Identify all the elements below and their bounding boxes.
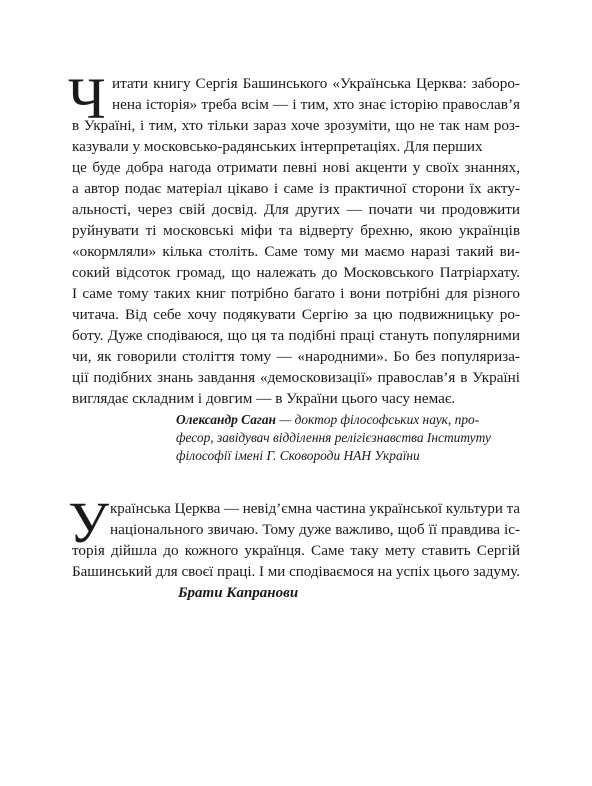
author-attribution-line-3: філософії імені Г. Сковороди НАН України (176, 448, 420, 463)
author-name: Олександр Саган (176, 412, 276, 427)
text-line: итати книгу Сергія Башинського «Українська Церква: заборо- (112, 75, 520, 92)
text-line: сокий відсоток громад, що належать до Московського Патріархату. (72, 264, 520, 281)
text-line: боту. Дуже сподіваюся, що ця та подібні праці стануть популярними (72, 327, 520, 344)
text-line: «окормляли» кілька століть. Саме тому ми маємо наразі такий ви- (72, 243, 520, 260)
text-line: країнська Церква — невід’ємна частина української культури та (110, 500, 520, 517)
text-line: торія дійшла до кожного українця. Саме таку мету ставить Сергій (72, 542, 520, 559)
text-line: чи, як говорили століття тому — «народними». Бо без популяриза- (72, 348, 520, 365)
drop-cap-che: Ч (68, 66, 106, 131)
text-line: Башинський для своєї праці. І ми сподіваємося на успіх цього задуму. (72, 563, 520, 580)
text-line: а автор подає матеріал цікаво і саме із практичної сторони їх акту- (72, 180, 520, 197)
author-title-part-1: — доктор філософських наук, про- (275, 412, 480, 427)
text-line: І саме тому таких книг потрібно багато і вони потрібні для різного (72, 285, 520, 302)
text-line: в Україні, і тим, хто тільки зараз хоче зрозуміти, що не так нам роз- (72, 117, 520, 134)
text-line: це буде добра нагода отримати певні нові акценти у своїх знаннях, (72, 159, 520, 176)
author-attribution-line-2: фесор, завідувач відділення релігієзнавства Інституту (176, 430, 491, 445)
text-line: читача. Від себе хочу подякувати Сергію за цю подвижницьку ро- (72, 306, 520, 323)
text-line: казували у московсько-радянських інтерпретаціях. Для перших (72, 138, 483, 155)
text-line: виглядає складним і довгим — в України цього часу немає. (72, 390, 456, 407)
text-line: руйнувати ті московські міфи та відверту брехню, якою українців (72, 222, 520, 239)
signature: Брати Капранови (178, 585, 299, 601)
text-line: альності, через свій досвід. Для других — почати чи продовжити (72, 201, 520, 218)
text-line: ції подібних знань завдання «демосковизації» православ’я в Україні (72, 369, 520, 386)
text-line: національного звичаю. Тому дуже важливо, щоб її правдива іс- (110, 521, 520, 538)
text-line: нена історія» треба всім — і тим, хто знає історію православ’я (112, 96, 520, 113)
drop-cap-u: У (68, 490, 110, 555)
author-attribution-line-1 (176, 413, 479, 426)
